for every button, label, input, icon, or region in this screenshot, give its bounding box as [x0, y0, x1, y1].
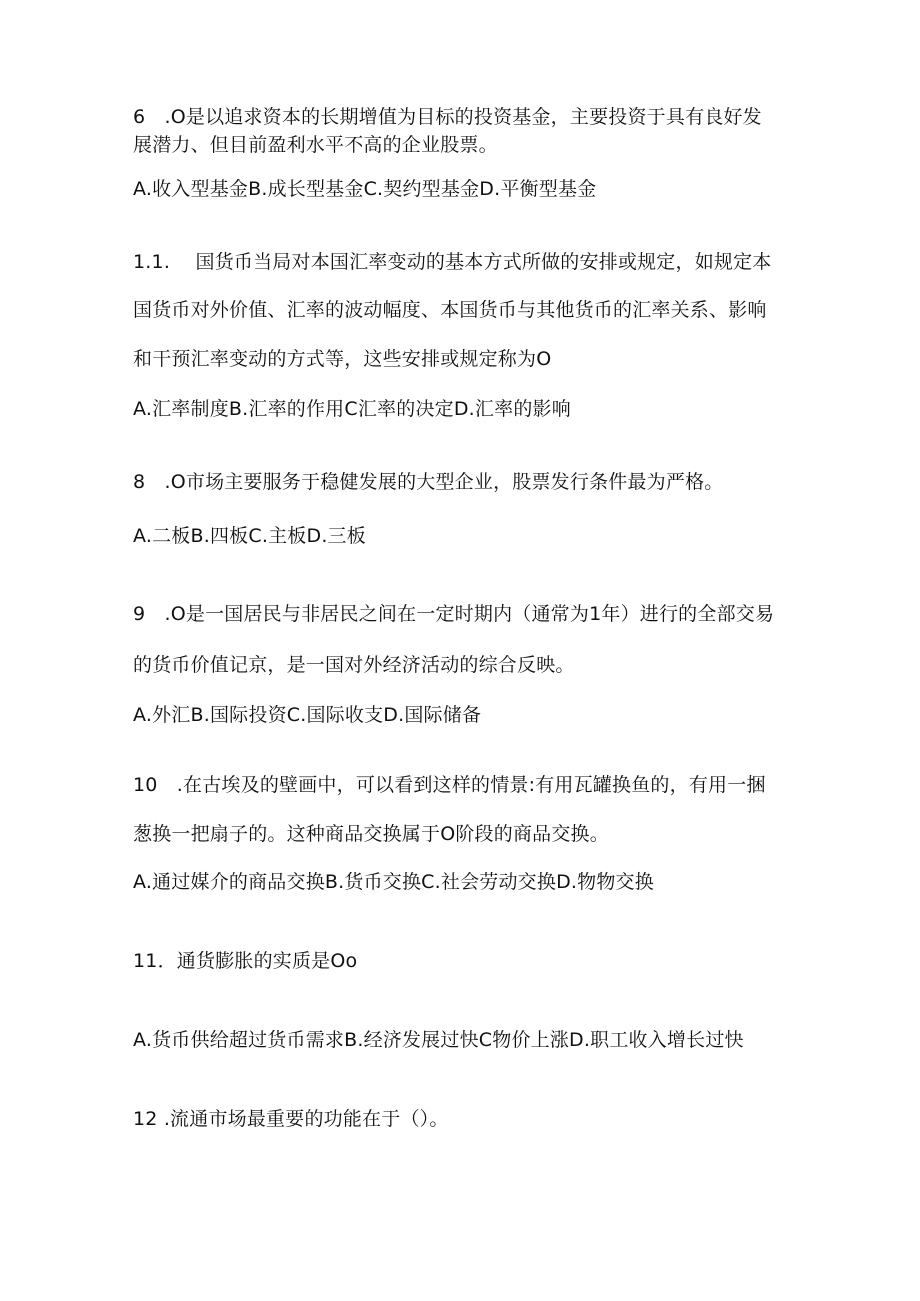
- question-7-line-1: 1.1. 国货币当局对本国汇率变动的基本方式所做的安排或规定，如规定本: [133, 251, 772, 273]
- question-11-line-1: 11．通货膨胀的实质是Oo: [133, 950, 358, 972]
- question-10-line-2: 葱换一把扇子的。这种商品交换属于O阶段的商品交换。: [133, 823, 609, 845]
- question-6-line-2: 展潜力、但目前盈利水平不高的企业股票。: [133, 134, 498, 156]
- question-6-line-1: 6 .O是以追求资本的长期增值为目标的投资基金，主要投资于具有良好发: [133, 106, 762, 128]
- question-10-options: A.通过媒介的商品交换B.货币交换C.社会劳动交换D.物物交换: [133, 871, 654, 893]
- question-9-line-1: 9 .O是一国居民与非居民之间在一定时期内（通常为1年）进行的全部交易: [133, 603, 775, 625]
- question-7-line-3: 和干预汇率变动的方式等，这些安排或规定称为O: [133, 348, 552, 370]
- question-8-options: A.二板B.四板C.主板D.三板: [133, 525, 366, 547]
- question-10-line-1: 10 .在古埃及的壁画中，可以看到这样的情景:有用瓦罐换鱼的，有用一捆: [133, 774, 766, 796]
- question-11-options: A.货币供给超过货币需求B.经济发展过快C物价上涨D.职工收入增长过快: [133, 1029, 744, 1051]
- question-12-line-1: 12 .流通市场最重要的功能在于（）。: [133, 1108, 449, 1130]
- question-9-line-2: 的货币价值记京，是一国对外经济活动的综合反映。: [133, 654, 575, 676]
- question-8-line-1: 8 .O市场主要服务于稳健发展的大型企业，股票发行条件最为严格。: [133, 471, 724, 493]
- question-7-line-2: 国货币对外价值、汇率的波动幅度、本国货币与其他货币的汇率关系、影响: [133, 299, 767, 321]
- question-9-options: A.外汇B.国际投资C.国际收支D.国际储备: [133, 704, 482, 726]
- question-7-options: A.汇率制度B.汇率的作用C汇率的决定D.汇率的影响: [133, 398, 571, 420]
- question-6-options: A.收入型基金B.成长型基金C.契约型基金D.平衡型基金: [133, 178, 597, 200]
